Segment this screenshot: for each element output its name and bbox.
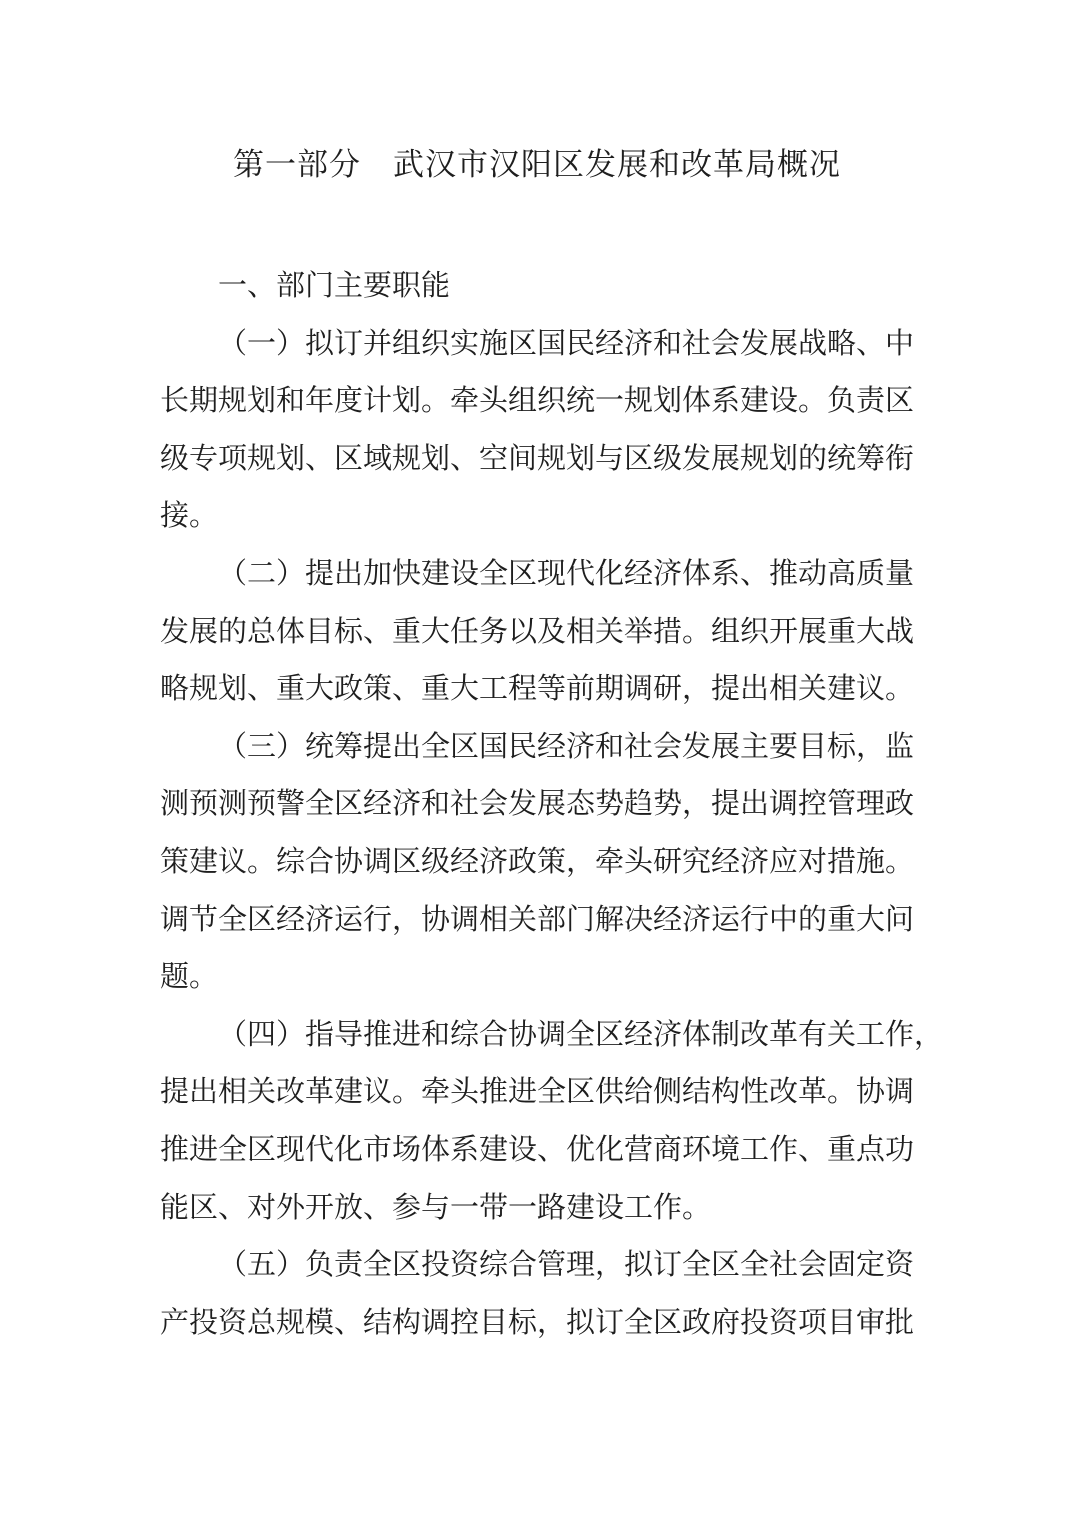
document-title: 第一部分 武汉市汉阳区发展和改革局概况 [233,147,841,182]
text-line: （一）拟订并组织实施区国民经济和社会发展战略、中 [218,327,915,360]
text-line: （三）统筹提出全区国民经济和社会发展主要目标，监 [218,730,915,763]
text-line: 接。 [160,500,219,533]
text-line: 题。 [160,961,219,994]
text-line: 策建议。综合协调区级经济政策，牵头研究经济应对措施。 [160,845,915,878]
text-line: （四）指导推进和综合协调全区经济体制改革有关工作， [218,1018,944,1051]
text-line: 调节全区经济运行，协调相关部门解决经济运行中的重大问 [160,903,915,936]
section-heading: 一、部门主要职能 [218,270,451,302]
text-line: 提出相关改革建议。牵头推进全区供给侧结构性改革。协调 [160,1076,915,1109]
text-line: 产投资总规模、结构调控目标，拟订全区政府投资项目审批 [160,1306,915,1339]
body-paragraph [160,546,914,719]
text-line: （五）负责全区投资综合管理，拟订全区全社会固定资 [218,1249,915,1282]
body-paragraph [160,1007,944,1237]
text-line: 推进全区现代化市场体系建设、优化营商环境工作、重点功 [160,1133,915,1166]
text-line: 级专项规划、区域规划、空间规划与区级发展规划的统筹衔 [160,442,915,475]
body-paragraph [160,719,914,1007]
body-paragraph [160,1237,914,1352]
text-line: 测预测预警全区经济和社会发展态势趋势，提出调控管理政 [160,788,915,821]
text-line: （二）提出加快建设全区现代化经济体系、推动高质量 [218,557,915,590]
document-body [160,258,944,1352]
text-line: 发展的总体目标、重大任务以及相关举措。组织开展重大战 [160,615,915,648]
body-paragraph [160,316,914,546]
text-line: 能区、对外开放、参与一带一路建设工作。 [160,1191,712,1224]
text-line: 长期规划和年度计划。牵头组织统一规划体系建设。负责区 [160,385,915,418]
text-line: 略规划、重大政策、重大工程等前期调研，提出相关建议。 [160,673,915,706]
